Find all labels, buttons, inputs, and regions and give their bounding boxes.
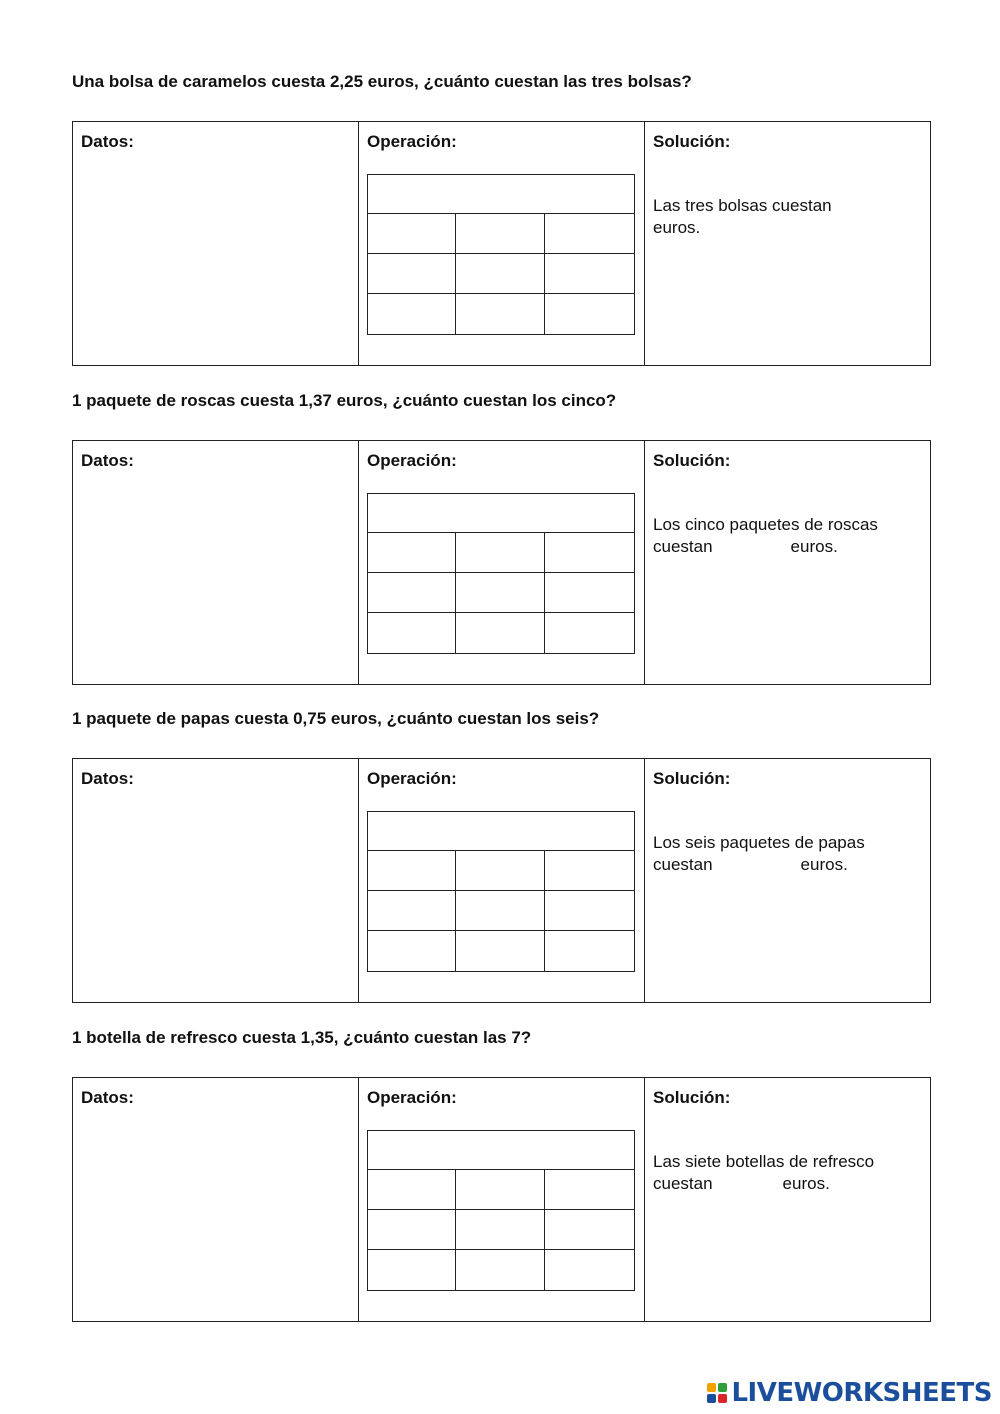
logo-tile	[707, 1383, 716, 1392]
operacion-label: Operación:	[367, 769, 457, 788]
operation-cell[interactable]	[545, 1170, 634, 1209]
liveworksheets-icon	[707, 1383, 727, 1403]
operation-cell[interactable]	[545, 533, 634, 572]
operacion-label: Operación:	[367, 1088, 457, 1107]
operation-cell[interactable]	[456, 1170, 544, 1209]
problem-4-table	[72, 1077, 931, 1322]
solution-line-1: Las tres bolsas cuestan	[653, 196, 832, 215]
operation-cell[interactable]	[545, 851, 634, 890]
operation-cell[interactable]	[368, 1250, 456, 1290]
problem-2-question: 1 paquete de roscas cuesta 1,37 euros, ¿cuánto cuestan los cinco?	[72, 391, 617, 410]
operation-cell[interactable]	[368, 294, 456, 334]
operation-cell[interactable]	[368, 254, 456, 293]
operation-cell[interactable]	[456, 573, 544, 612]
solution-sentence	[653, 514, 923, 558]
problem-1-question: Una bolsa de caramelos cuesta 2,25 euros, ¿cuánto cuestan las tres bolsas?	[72, 72, 692, 91]
solucion-cell	[645, 759, 930, 1002]
operation-result-box[interactable]	[368, 175, 634, 214]
operacion-cell	[359, 759, 645, 1002]
operacion-label: Operación:	[367, 451, 457, 470]
operation-cell[interactable]	[545, 214, 634, 253]
problem-1-table	[72, 121, 931, 366]
operation-grid	[367, 811, 635, 972]
operation-cell[interactable]	[368, 533, 456, 572]
operation-grid	[367, 174, 635, 335]
operation-cell[interactable]	[368, 613, 456, 653]
operation-cell[interactable]	[456, 1250, 544, 1290]
solution-line-1: Las siete botellas de refresco	[653, 1152, 875, 1171]
solution-line-2-start: cuestan	[653, 1174, 713, 1193]
datos-cell[interactable]	[73, 122, 359, 365]
solution-line-1: Los seis paquetes de papas	[653, 833, 865, 852]
solution-line-2-start: cuestan	[653, 537, 713, 556]
operation-cell[interactable]	[368, 1170, 456, 1209]
datos-cell[interactable]	[73, 441, 359, 684]
solution-line-2-start: cuestan	[653, 855, 713, 874]
operation-cell[interactable]	[545, 613, 634, 653]
operation-cell[interactable]	[368, 1210, 456, 1249]
problem-3-table	[72, 758, 931, 1003]
solution-line-2-end: euros.	[790, 537, 838, 556]
solucion-label: Solución:	[653, 132, 731, 151]
solucion-cell	[645, 122, 930, 365]
solution-line-2: euros.	[653, 218, 701, 237]
operation-result-box[interactable]	[368, 812, 634, 851]
operation-cell[interactable]	[545, 1250, 634, 1290]
operation-cell[interactable]	[368, 573, 456, 612]
solution-line-1: Los cinco paquetes de roscas	[653, 515, 878, 534]
datos-label: Datos:	[81, 769, 134, 788]
operation-cell[interactable]	[545, 294, 634, 334]
operacion-label: Operación:	[367, 132, 457, 151]
operation-cell[interactable]	[456, 891, 544, 930]
operation-cell[interactable]	[368, 851, 456, 890]
operacion-cell	[359, 441, 645, 684]
operation-cell[interactable]	[456, 931, 544, 971]
operation-cell[interactable]	[456, 1210, 544, 1249]
datos-cell[interactable]	[73, 1078, 359, 1321]
problem-2-table	[72, 440, 931, 685]
logo-tile	[718, 1394, 727, 1403]
operation-cell[interactable]	[456, 851, 544, 890]
operation-cell[interactable]	[456, 254, 544, 293]
logo-tile	[707, 1394, 716, 1403]
operacion-cell	[359, 1078, 645, 1321]
operation-result-box[interactable]	[368, 1131, 634, 1170]
operation-cell[interactable]	[456, 214, 544, 253]
brand-name: LIVEWORKSHEETS	[731, 1378, 992, 1408]
problem-4-question: 1 botella de refresco cuesta 1,35, ¿cuánto cuestan las 7?	[72, 1028, 532, 1047]
solution-line-2-end: euros.	[782, 1174, 830, 1193]
datos-label: Datos:	[81, 132, 134, 151]
datos-cell[interactable]	[73, 759, 359, 1002]
solucion-cell	[645, 1078, 930, 1321]
solucion-label: Solución:	[653, 769, 731, 788]
operacion-cell	[359, 122, 645, 365]
datos-label: Datos:	[81, 451, 134, 470]
problem-3-question: 1 paquete de papas cuesta 0,75 euros, ¿cuánto cuestan los seis?	[72, 709, 600, 728]
operation-grid	[367, 493, 635, 654]
solucion-label: Solución:	[653, 1088, 731, 1107]
operation-cell[interactable]	[545, 891, 634, 930]
liveworksheets-logo[interactable]	[707, 1378, 992, 1408]
operation-cell[interactable]	[545, 1210, 634, 1249]
operation-cell[interactable]	[368, 891, 456, 930]
solution-sentence	[653, 832, 923, 876]
operation-cell[interactable]	[456, 533, 544, 572]
solution-sentence	[653, 1151, 923, 1195]
logo-tile	[718, 1383, 727, 1392]
operation-grid	[367, 1130, 635, 1291]
operation-cell[interactable]	[545, 573, 634, 612]
operation-cell[interactable]	[368, 931, 456, 971]
operation-cell[interactable]	[368, 214, 456, 253]
solucion-cell	[645, 441, 930, 684]
operation-result-box[interactable]	[368, 494, 634, 533]
operation-cell[interactable]	[545, 931, 634, 971]
solution-sentence	[653, 195, 923, 239]
solution-line-2-end: euros.	[800, 855, 848, 874]
solucion-label: Solución:	[653, 451, 731, 470]
operation-cell[interactable]	[456, 294, 544, 334]
datos-label: Datos:	[81, 1088, 134, 1107]
operation-cell[interactable]	[545, 254, 634, 293]
operation-cell[interactable]	[456, 613, 544, 653]
